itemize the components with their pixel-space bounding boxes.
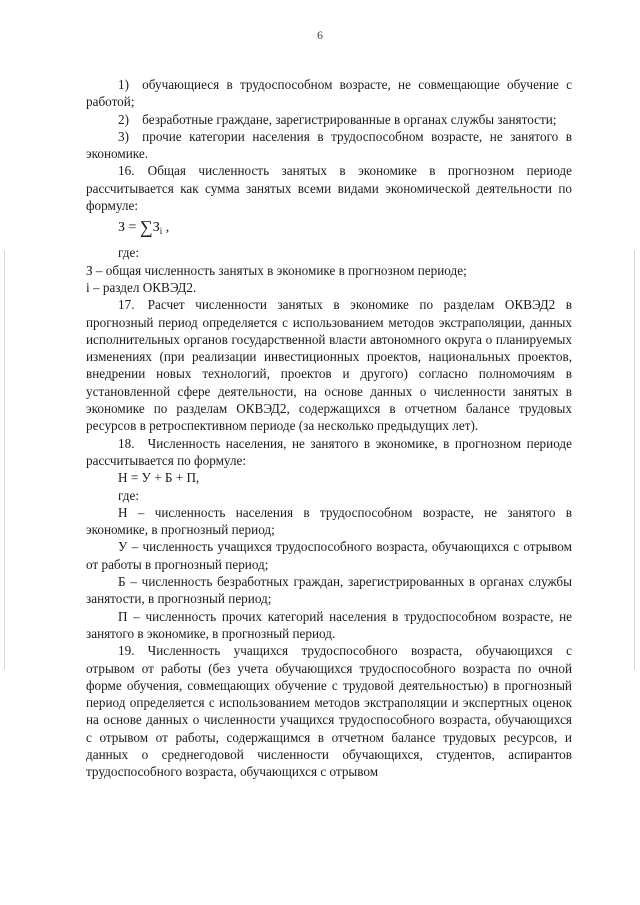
definition-z: З – общая численность занятых в экономике в прогнозном периоде; <box>86 262 467 278</box>
definition-n: Н – численность населения в трудоспособном возрасте, не занятого в экономике, в прогнозный период; <box>86 504 572 538</box>
paragraph-17: 17. Расчет численности занятых в экономике по разделам ОКВЭД2 в прогнозный период определяется с использованием методов экстраполяции, данных исполнительных органов государственной власти автономного округа о планируемых изменениях (при реализации инвестиционных проектов, национальных проектов, внедрении новых технологий, проектов и другого) согласно полномочиям в установленной сфере деятельности, на основе данных о численности занятых в экономике по разделам ОКВЭД2, содержащихся в отчетном балансе трудовых ресурсов в ретроспективном периоде (за несколько предыдущих лет). <box>86 297 572 434</box>
definition-b: Б – численность безработных граждан, зарегистрированных в органах службы занятости, в прогнозный период; <box>86 574 572 607</box>
left-edge-mark <box>4 250 5 670</box>
formula-not-employed: Н = У + Б + П, <box>118 470 200 486</box>
formula-tail: , <box>162 220 170 236</box>
formula-employed <box>86 216 572 242</box>
page-number: 6 <box>317 28 323 42</box>
list-item-2: 2) безработные граждане, зарегистрированные в органах службы занятости; <box>118 111 557 127</box>
list-item-1: 1) обучающиеся в трудоспособном возрасте, не совмещающие обучение с работой; <box>86 77 572 110</box>
formula-subscript: i <box>159 226 163 237</box>
formula-lhs: З = <box>118 220 140 236</box>
sum-symbol: ∑ <box>139 217 153 238</box>
where-label-1: где: <box>118 245 139 261</box>
paragraph-16: 16. Общая численность занятых в экономике в прогнозном периоде рассчитывается как сумма занятых всеми видами экономической деятельности по формуле: <box>86 163 572 214</box>
paragraph-19: 19. Численность учащихся трудоспособного возраста, обучающихся с отрывом от работы (без учета обучающихся трудоспособного возраста по очной форме обучения, совмещающих обучение с трудовой деятельностью) в прогнозный период определяется с использованием методов экстраполяции и экспертных оценок на основе данных о численности учащихся трудоспособного возраста, обучающихся с отрывом от работы, содержащимся в отчетном балансе трудовых ресурсов, и данных о среднегодовой численности обучающихся, студентов, аспирантов трудоспособного возраста, обучающихся с отрывом <box>86 643 572 780</box>
definition-u: У – численность учащихся трудоспособного возраста, обучающихся с отрывом от работы в прогнозный период; <box>86 539 572 572</box>
right-edge-mark <box>634 250 635 670</box>
definition-i: i – раздел ОКВЭД2. <box>86 279 197 295</box>
list-item-3: 3) прочие категории населения в трудоспособном возрасте, не занятого в экономике. <box>86 128 572 162</box>
document-body <box>86 76 572 781</box>
paragraph-18: 18. Численность населения, не занятого в экономике, в прогнозном периоде рассчитывается по формуле: <box>86 435 572 468</box>
definition-p: П – численность прочих категорий населения в трудоспособном возрасте, не занятого в экономике, в прогнозный период. <box>86 608 572 641</box>
where-label-2: где: <box>118 487 139 503</box>
formula-term: З <box>152 220 160 236</box>
